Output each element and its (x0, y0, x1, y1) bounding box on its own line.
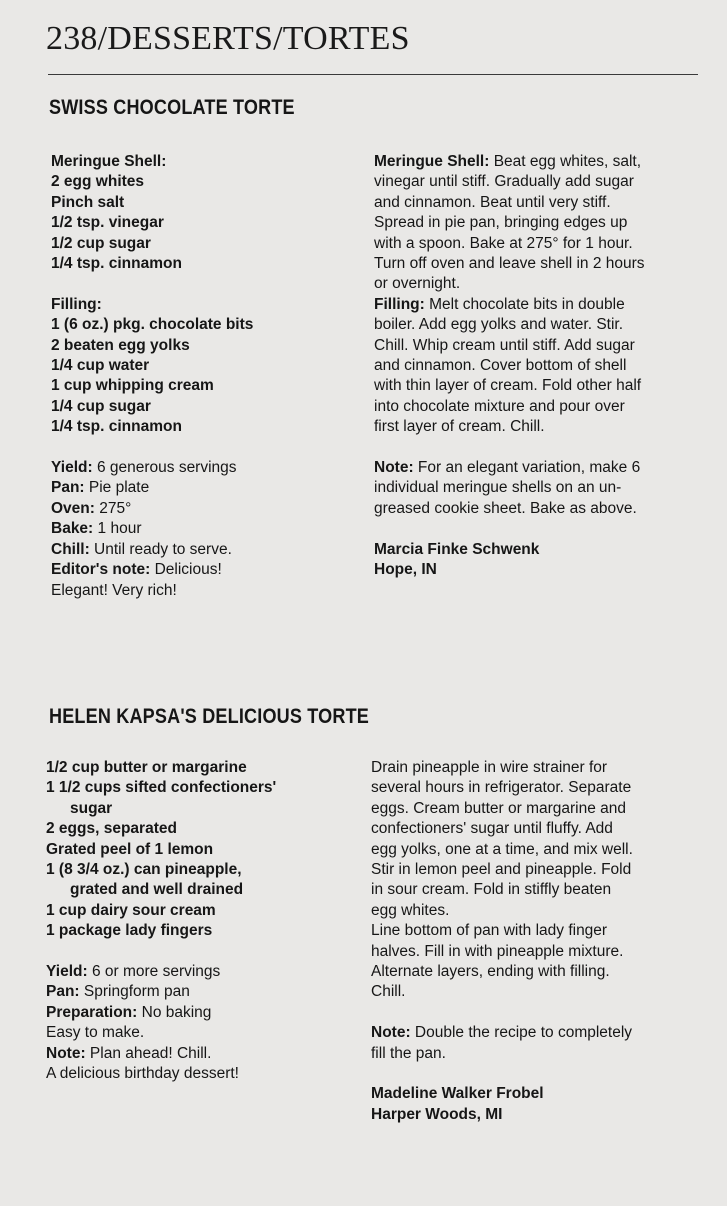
direction-line-text: with thin layer of cream. Fold other half (374, 377, 642, 395)
direction-line (374, 254, 645, 274)
direction-line-text: Line bottom of pan with lady finger (371, 922, 608, 940)
ingredient-line: 1/2 cup butter or margarine (46, 759, 247, 776)
direction-line-text: Chill. (371, 983, 406, 1001)
direction-line-label: Meringue Shell: (374, 153, 490, 170)
recipe1-directions-text (374, 152, 645, 519)
direction-line-text: egg yolks, one at a time, and mix well. (371, 840, 633, 858)
direction-line-text: Drain pineapple in wire strainer for (371, 759, 608, 776)
direction-line (374, 152, 645, 172)
ingredient-line: 2 eggs, separated (46, 820, 177, 838)
direction-line (374, 397, 645, 417)
direction-line-text: For an elegant variation, make 6 (413, 459, 641, 477)
info-line-label: Preparation: (46, 1003, 138, 1021)
direction-line (374, 193, 645, 213)
direction-line (374, 417, 645, 437)
ingredient-line: 1 1/2 cups sifted confectioners' (46, 779, 277, 797)
direction-line-text: Spread in pie pan, bringing edges up (374, 214, 628, 232)
recipe-title-helen-kapsa-torte: HELEN KAPSA'S DELICIOUS TORTE (49, 705, 370, 728)
meringue-heading: Meringue Shell: (51, 153, 167, 170)
header-rule (48, 74, 698, 75)
direction-line (371, 921, 633, 941)
ingredient-line: 1 package lady fingers (46, 922, 213, 940)
direction-line-gap (371, 1003, 633, 1023)
direction-line (371, 1044, 633, 1064)
info-line-value: Until ready to serve. (89, 540, 232, 558)
direction-line (374, 458, 645, 478)
direction-line-label: Note: (374, 459, 414, 477)
recipe2-ingredient-list (46, 758, 276, 942)
direction-line-text: first layer of cream. Chill. (374, 418, 545, 436)
recipe2-author: Madeline Walker Frobel (371, 1085, 544, 1103)
direction-line (374, 356, 645, 376)
direction-line-text: eggs. Cream butter or margarine and (371, 799, 627, 817)
direction-line-label: Note: (371, 1024, 411, 1042)
direction-line (374, 376, 645, 396)
info-line-label: Editor's note: (51, 561, 151, 579)
info-line-value: No baking (137, 1003, 212, 1021)
info-line-label: Pan: (46, 983, 80, 1001)
direction-line (371, 840, 633, 860)
direction-line (374, 336, 645, 356)
recipe2-info-plain1: Easy to make. (46, 1024, 145, 1042)
direction-line (371, 799, 633, 819)
ingredient-line: 1 (6 oz.) pkg. chocolate bits (51, 316, 254, 334)
direction-line (371, 778, 633, 798)
direction-line (371, 901, 633, 921)
ingredient-line: 1/4 cup water (51, 357, 150, 375)
info-line-label: Pan: (51, 479, 85, 497)
direction-line (371, 1023, 633, 1043)
direction-line (371, 758, 633, 778)
direction-line-text: Stir in lemon peel and pineapple. Fold (371, 861, 632, 879)
info-line-value: 6 or more servings (87, 963, 221, 981)
info-line-label: Chill: (51, 540, 90, 558)
direction-line-text: into chocolate mixture and pour over (374, 397, 625, 415)
direction-line (374, 295, 645, 315)
info-line (51, 540, 253, 560)
direction-line (374, 315, 645, 335)
recipe1-directions (374, 152, 645, 581)
ingredient-line: 1/4 tsp. cinnamon (51, 255, 182, 273)
recipe2-ingredients (46, 758, 276, 1084)
direction-line-gap (374, 438, 645, 458)
recipe-title-swiss-chocolate-torte: SWISS CHOCOLATE TORTE (49, 96, 295, 119)
direction-line-text: with a spoon. Bake at 275° for 1 hour. (374, 234, 633, 252)
recipe2-directions (371, 758, 633, 1125)
direction-line-text: Melt chocolate bits in double (424, 295, 625, 313)
direction-line-text: halves. Fill in with pineapple mixture. (371, 942, 624, 960)
direction-line-text: in sour cream. Fold in stiffly beaten (371, 881, 612, 899)
direction-line-text: confectioners' sugar until fluffy. Add (371, 820, 613, 838)
info-line-value: 275° (94, 499, 132, 517)
ingredient-line: Grated peel of 1 lemon (46, 840, 214, 858)
ingredient-line: 1 cup dairy sour cream (46, 901, 216, 919)
direction-line-text: Chill. Whip cream until stiff. Add sugar (374, 336, 635, 354)
direction-line-label: Filling: (374, 295, 425, 313)
direction-line-text: and cinnamon. Beat until very stiff. (374, 193, 611, 211)
direction-line-text: several hours in refrigerator. Separate (371, 779, 632, 797)
page-header: 238/DESSERTS/TORTES (46, 20, 410, 57)
recipe1-author: Marcia Finke Schwenk (374, 540, 540, 558)
recipe2-directions-text (371, 758, 633, 1064)
info-line (51, 519, 253, 539)
ingredient-line: 1/2 cup sugar (51, 234, 151, 252)
ingredient-line: sugar (70, 799, 113, 817)
direction-line-text: Beat egg whites, salt, (489, 153, 642, 170)
info-line (51, 478, 253, 498)
ingredient-line: 1 cup whipping cream (51, 377, 214, 395)
ingredient-line: 1/4 tsp. cinnamon (51, 418, 182, 436)
info-line (51, 458, 253, 478)
direction-line-text: Alternate layers, ending with filling. (371, 963, 610, 981)
direction-line (374, 478, 645, 498)
direction-line (371, 942, 633, 962)
ingredient-line: 2 beaten egg yolks (51, 336, 190, 354)
info-line-value: Pie plate (84, 479, 150, 497)
filling-heading: Filling: (51, 295, 102, 313)
ingredient-line: 2 egg whites (51, 173, 145, 191)
ingredient-line: grated and well drained (70, 881, 244, 899)
info-line-value: Springform pan (79, 983, 190, 1001)
direction-line (374, 213, 645, 233)
meringue-list (51, 172, 253, 274)
recipe2-note-label: Note: (46, 1044, 86, 1062)
info-line (46, 962, 276, 982)
recipe1-info (51, 458, 253, 580)
info-line-label: Yield: (46, 963, 88, 981)
direction-line (371, 982, 633, 1002)
direction-line (374, 499, 645, 519)
direction-line (374, 234, 645, 254)
direction-line-text: and cinnamon. Cover bottom of shell (374, 357, 627, 375)
recipe1-location: Hope, IN (374, 561, 437, 579)
info-line-value: Delicious! (150, 561, 222, 579)
info-line (51, 499, 253, 519)
recipe2-info-plain2: A delicious birthday dessert! (46, 1065, 239, 1083)
direction-line-text: Double the recipe to completely (410, 1024, 633, 1042)
recipe2-note-value: Plan ahead! Chill. (85, 1044, 212, 1062)
direction-line (371, 962, 633, 982)
recipe2-note (46, 1044, 276, 1064)
info-line-label: Yield: (51, 459, 93, 477)
direction-line-text: boiler. Add egg yolks and water. Stir. (374, 316, 624, 334)
info-line (46, 982, 276, 1002)
direction-line (371, 880, 633, 900)
direction-line (371, 819, 633, 839)
ingredient-line: Pinch salt (51, 193, 125, 211)
info-line-label: Oven: (51, 499, 95, 517)
direction-line (374, 172, 645, 192)
recipe1-ingredients (51, 152, 253, 601)
direction-line (371, 860, 633, 880)
ingredient-line: 1 (8 3/4 oz.) can pineapple, (46, 861, 242, 879)
direction-line-text: vinegar until stiff. Gradually add sugar (374, 173, 634, 191)
recipe2-location: Harper Woods, MI (371, 1105, 503, 1123)
filling-list (51, 315, 253, 437)
direction-line-text: fill the pan. (371, 1044, 446, 1062)
direction-line-text: greased cookie sheet. Bake as above. (374, 499, 637, 517)
info-line-label: Bake: (51, 520, 94, 538)
direction-line-text: egg whites. (371, 901, 450, 919)
ingredient-line: 1/2 tsp. vinegar (51, 214, 164, 232)
direction-line (374, 274, 645, 294)
recipe2-info (46, 962, 276, 1023)
info-line-value: 6 generous servings (92, 459, 237, 477)
direction-line-text: Turn off oven and leave shell in 2 hours (374, 255, 645, 273)
info-line (46, 1003, 276, 1023)
recipe1-info-last: Elegant! Very rich! (51, 581, 177, 599)
info-line-value: 1 hour (93, 520, 142, 538)
info-line (51, 560, 253, 580)
direction-line-text: or overnight. (374, 275, 461, 293)
direction-line-text: individual meringue shells on an un- (374, 479, 622, 497)
ingredient-line: 1/4 cup sugar (51, 397, 151, 415)
